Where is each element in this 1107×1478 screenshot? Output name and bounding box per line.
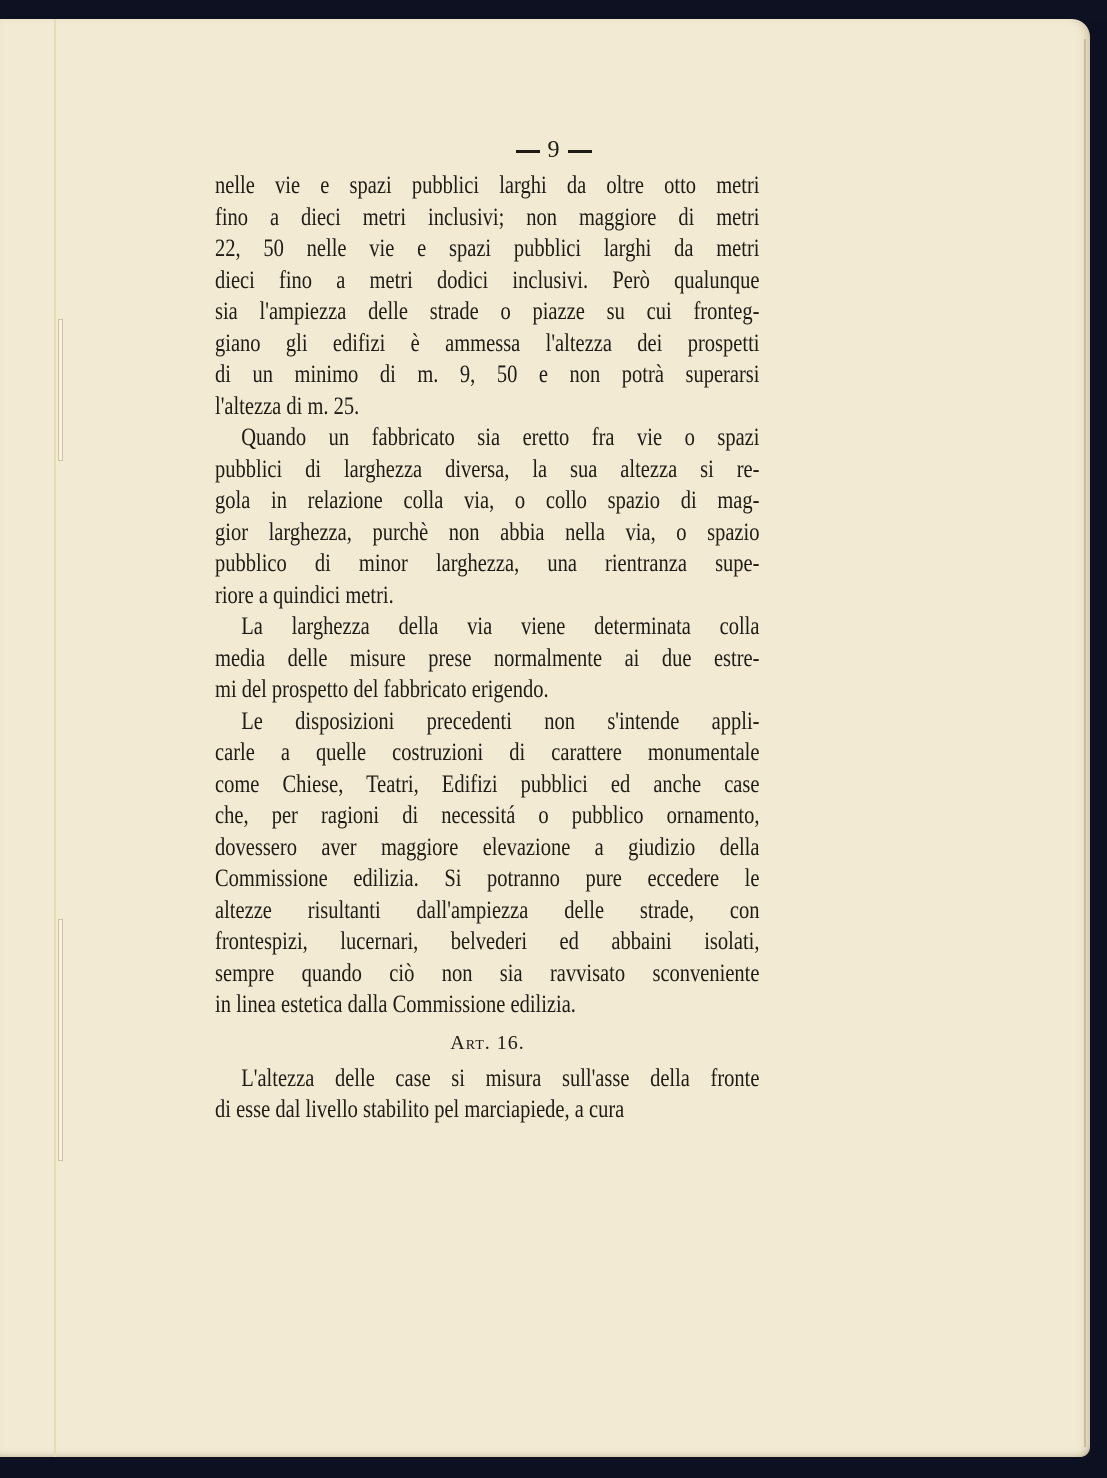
paragraph-2-line: pubblico di minor larghezza, una rientranza supe-	[215, 550, 760, 577]
paragraph-2-line: Quando un fabbricato sia eretto fra vie o spazi	[241, 424, 760, 451]
article-heading-text: Art. 16.	[450, 1031, 525, 1054]
paragraph-1-line: sia l'ampiezza delle strade o piazze su cui fronteg-	[215, 298, 760, 325]
paragraph-3-line: La larghezza della via viene determinata colla	[241, 613, 760, 640]
paragraph-1-line: 22, 50 nelle vie e spazi pubblici larghi da metri	[215, 235, 760, 262]
paragraph-4-line: frontespizi, lucernari, belvederi ed abbaini isolati,	[215, 928, 760, 955]
paragraph-2-line: gola in relazione colla via, o collo spazio di mag-	[215, 487, 760, 514]
paragraph-1-line: nelle vie e spazi pubblici larghi da oltre otto metri	[215, 172, 760, 199]
page-edge	[1084, 39, 1086, 1447]
body-text	[215, 170, 760, 1126]
paragraph-2-line: riore a quindici metri.	[215, 581, 394, 609]
page-gutter-line	[54, 19, 56, 1457]
article-paragraph-line: di esse dal livello stabilito pel marciapiede, a cura	[215, 1096, 625, 1123]
paragraph-1-line: giano gli edifizi è ammessa l'altezza dei prospetti	[215, 329, 760, 357]
paragraph-4-line: in linea estetica dalla Commissione edilizia.	[215, 991, 576, 1018]
page-number-value: 9	[547, 137, 560, 163]
paragraph-2-line: gior larghezza, purchè non abbia nella via, o spazio	[215, 518, 760, 546]
paragraph-4-line: Commissione edilizia. Si potranno pure eccedere le	[215, 865, 760, 892]
paragraph-1-line: fino a dieci metri inclusivi; non maggiore di metri	[215, 203, 760, 231]
paragraph-4-line: come Chiese, Teatri, Edifizi pubblici ed anche case	[215, 770, 760, 798]
article-heading	[215, 1023, 760, 1063]
margin-mark	[58, 919, 63, 1161]
paragraph-4-line: Le disposizioni precedenti non s'intende appli-	[241, 707, 760, 735]
paragraph-1-line: dieci fino a metri dodici inclusivi. Però qualunque	[215, 266, 760, 294]
paragraph-1-line: di un minimo di m. 9, 50 e non potrà superarsi	[215, 361, 760, 388]
folio-dash-right	[568, 150, 592, 153]
paragraph-3-line: media delle misure prese normalmente ai due estre-	[215, 644, 760, 672]
paragraph-2-line: pubblici di larghezza diversa, la sua altezza si re-	[215, 455, 760, 483]
folio-dash-left	[516, 150, 540, 153]
scan-background	[0, 0, 1107, 20]
paragraph-4-line: che, per ragioni di necessitá o pubblico ornamento,	[215, 802, 760, 829]
paragraph-4-line: dovessero aver maggiore elevazione a giudizio della	[215, 833, 760, 861]
margin-mark	[58, 319, 63, 461]
article-paragraph-line: L'altezza delle case si misura sull'asse della fronte	[241, 1064, 760, 1092]
paragraph-3-line: mi del prospetto del fabbricato erigendo.	[215, 676, 549, 703]
page-number	[0, 137, 1107, 164]
paragraph-4-line: carle a quelle costruzioni di carattere monumentale	[215, 739, 760, 766]
paragraph-4-line: sempre quando ciò non sia ravvisato sconveniente	[215, 959, 760, 987]
paragraph-4-line: altezze risultanti dall'ampiezza delle strade, con	[215, 896, 760, 924]
paragraph-1-line: l'altezza di m. 25.	[215, 392, 360, 420]
